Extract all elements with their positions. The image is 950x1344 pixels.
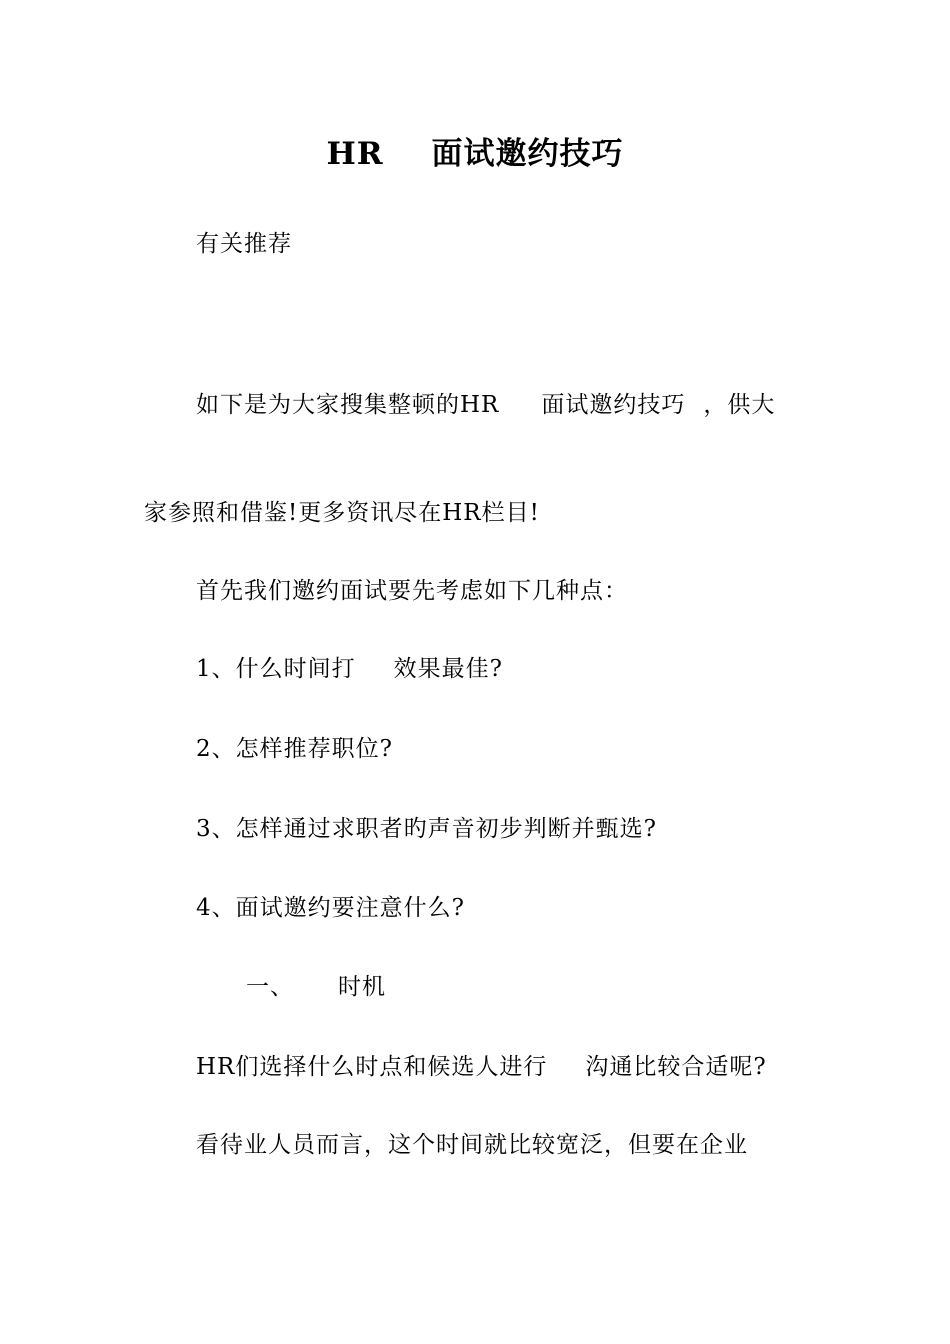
intro-line-2 [144, 494, 540, 527]
question-2-text: 2、怎样推荐职位? [196, 736, 393, 762]
title-text: 面试邀约技巧 [431, 136, 624, 172]
question-4-text: 4、面试邀约要注意什么? [196, 895, 465, 921]
section-1-number: 一、 [246, 974, 294, 1000]
question-3 [196, 810, 657, 843]
question-1 [196, 650, 503, 683]
question-1-part-a: 1、什么时间打 [196, 656, 356, 682]
first-consider-text: 首先我们邀约面试要先考虑如下几种点： [196, 578, 628, 604]
section-1-title: 时机 [338, 974, 386, 1000]
intro-part-a: 如下是为大家搜集整顿的HR [196, 392, 500, 418]
question-1-part-b: 效果最佳? [393, 656, 503, 682]
document-title [0, 128, 950, 173]
paragraph-1-part-a: HR们选择什么时点和候选人进行 [196, 1054, 548, 1080]
related-heading [196, 225, 292, 258]
intro-part-b: 面试邀约技巧 [541, 392, 686, 418]
question-3-text: 3、怎样通过求职者旳声音初步判断并甄选? [196, 816, 657, 842]
intro-part-c: ，供大 [703, 392, 776, 418]
paragraph-2-text: 看待业人员而言，这个时间就比较宽泛，但要在企业 [196, 1132, 748, 1158]
paragraph-1 [196, 1048, 767, 1081]
question-2 [196, 730, 393, 763]
first-consider [196, 572, 628, 605]
title-hr: HR [326, 136, 384, 172]
related-text: 有关推荐 [196, 231, 292, 257]
question-4 [196, 889, 465, 922]
paragraph-2 [196, 1126, 748, 1159]
section-1-heading [246, 968, 386, 1001]
paragraph-1-part-b: 沟通比较合适呢? [585, 1054, 767, 1080]
intro-continuation: 家参照和借鉴!更多资讯尽在HR栏目! [144, 500, 540, 526]
intro-line-1 [196, 386, 775, 419]
